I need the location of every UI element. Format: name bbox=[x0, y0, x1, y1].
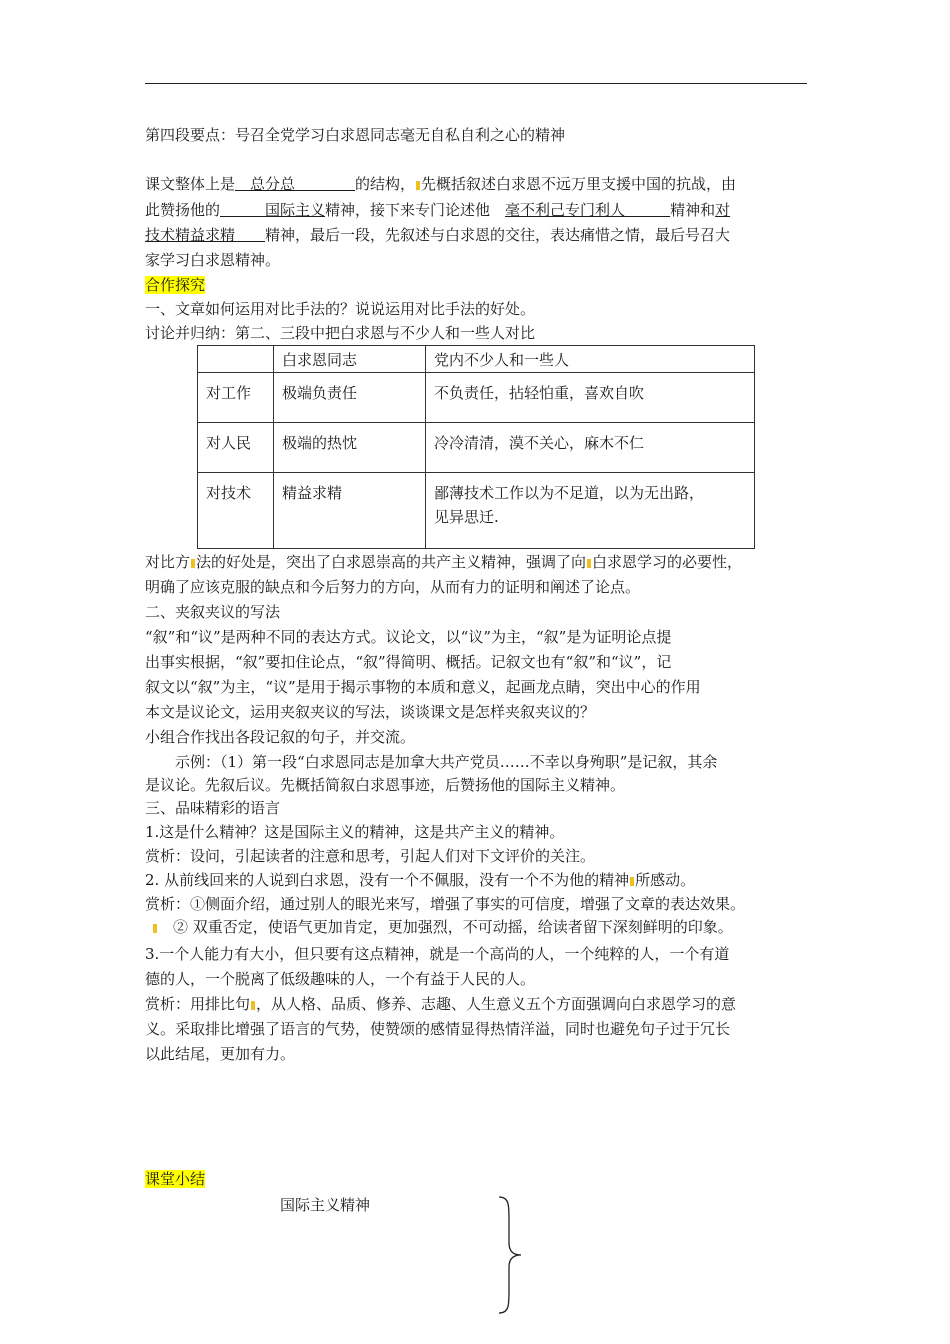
appreciation-3b: 义。采取排比增强了语言的气势，使赞颂的感情显得热情洋溢，同时也避免句子过于冗长 bbox=[145, 1020, 731, 1038]
narration-line: 出事实根据，“叙”要扣住论点，“叙”得简明、概括。记叙文也有“叙”和“议”，记 bbox=[145, 653, 672, 671]
structure-line-3: 技术精益求精 精神，最后一段，先叙述与白求恩的交往，表达痛惜之情，最后号召大 bbox=[145, 226, 731, 244]
appreciation-3c: 以此结尾，更加有力。 bbox=[145, 1045, 296, 1063]
narration-line: “叙”和“议”是两种不同的表达方式。议论文，以“议”为主，“叙”是为证明论点提 bbox=[145, 628, 672, 646]
table-header-cell bbox=[198, 346, 274, 373]
summary-item: 国际主义精神 bbox=[280, 1196, 371, 1214]
marker-icon bbox=[191, 559, 195, 568]
summary-heading: 课堂小结 bbox=[145, 1170, 206, 1188]
table-header-row bbox=[198, 346, 755, 373]
blank-selfless: 毫不利己专门利人 bbox=[505, 201, 671, 219]
benefit-line-1: 对比方 法的好处是，突出了白求恩崇高的共产主义精神，强调了向 白求恩学习的必要性， bbox=[145, 553, 743, 571]
marker-icon bbox=[630, 877, 634, 886]
marker-icon bbox=[251, 1001, 255, 1010]
table-row bbox=[198, 423, 755, 473]
table-cell-others: 不负责任，拈轻怕重，喜欢自吹 bbox=[426, 373, 755, 423]
structure-line-1: 课文整体上是 总分总 的结构， 先概括叙述白求恩不远万里支援中国的抗战，由 bbox=[145, 175, 737, 193]
benefit-line-2: 明确了应该克服的缺点和今后努力的方向，从而有力的证明和阐述了论点。 bbox=[145, 578, 641, 596]
appreciation-3a: 赏析：用排比句 ，从人格、品质、修养、志趣、人生意义五个方面强调向白求恩学习的意 bbox=[145, 995, 737, 1013]
section4-summary: 第四段要点：号召全党学习白求恩同志毫无自私自利之心的精神 bbox=[145, 126, 566, 144]
table-header-cell: 党内不少人和一些人 bbox=[426, 346, 755, 373]
appreciation-1: 赏析：设问，引起读者的注意和思考，引起人们对下文评价的关注。 bbox=[145, 847, 596, 865]
blank-internationalism: 国际主义 bbox=[220, 201, 326, 219]
table-cell-others: 冷冷清清，漠不关心，麻木不仁 bbox=[426, 423, 755, 473]
structure-line-2: 此赞扬他的 国际主义精神，接下来专门论述他 毫不利己专门利人 精神和对 bbox=[145, 201, 731, 219]
question-1-intro: 讨论并归纳：第二、三段中把白求恩与不少人和一些人对比 bbox=[145, 324, 536, 342]
sentence-1: 1.这是什么精神？这是国际主义的精神，这是共产主义的精神。 bbox=[145, 823, 565, 841]
table-cell-others: 鄙薄技术工作以为不足道，以为无出路， 见异思迁. bbox=[426, 473, 755, 549]
sentence-2: 2. 从前线回来的人说到白求恩，没有一个不佩服，没有一个不为他的精神 所感动。 bbox=[145, 871, 696, 889]
question-2: 二、夹叙夹议的写法 bbox=[145, 603, 281, 621]
blank-technique: 技术精益求精 bbox=[145, 226, 266, 244]
comparison-table bbox=[197, 345, 755, 549]
blank-technique-start: 对 bbox=[715, 201, 731, 219]
table-row bbox=[198, 373, 755, 423]
header-rule bbox=[145, 83, 807, 84]
sentence-3a: 3.一个人能力有大小，但只要有这点精神，就是一个高尚的人，一个纯粹的人，一个有道 bbox=[145, 945, 730, 963]
narration-line: 叙文以“叙”为主，“议”是用于揭示事物的本质和意义，起画龙点睛，突出中心的作用 bbox=[145, 678, 701, 696]
narration-line: 本文是议论文，运用夹叙夹议的写法，谈谈课文是怎样夹叙夹议的？ bbox=[145, 703, 596, 721]
blank-structure: 总分总 bbox=[235, 175, 356, 193]
table-header-cell: 白求恩同志 bbox=[274, 346, 426, 373]
appreciation-2b: ② 双重否定，使语气更加肯定，更加强烈，不可动摇，给读者留下深刻鲜明的印象。 bbox=[145, 918, 733, 936]
table-cell-aspect: 对技术 bbox=[198, 473, 274, 549]
marker-icon bbox=[587, 559, 591, 568]
sentence-3b: 德的人，一个脱离了低级趣味的人，一个有益于人民的人。 bbox=[145, 970, 536, 988]
example-line: 是议论。先叙后议。先概括简叙白求恩事迹，后赞扬他的国际主义精神。 bbox=[145, 776, 626, 794]
marker-icon bbox=[416, 181, 420, 190]
example-line: 示例：（1）第一段“白求恩同志是加拿大共产党员……不幸以身殉职”是记叙，其余 bbox=[145, 753, 718, 771]
table-row bbox=[198, 473, 755, 549]
question-1: 一、文章如何运用对比手法的？说说运用对比手法的好处。 bbox=[145, 300, 536, 318]
table-cell-bethune: 极端负责任 bbox=[274, 373, 426, 423]
question-3: 三、品味精彩的语言 bbox=[145, 799, 281, 817]
table-cell-aspect: 对工作 bbox=[198, 373, 274, 423]
curly-brace-icon bbox=[495, 1195, 525, 1315]
table-cell-bethune: 极端的热忱 bbox=[274, 423, 426, 473]
table-cell-bethune: 精益求精 bbox=[274, 473, 426, 549]
marker-icon bbox=[153, 924, 157, 933]
structure-line-4: 家学习白求恩精神。 bbox=[145, 251, 281, 269]
coop-heading: 合作探究 bbox=[145, 276, 206, 294]
appreciation-2a: 赏析：①侧面介绍，通过别人的眼光来写，增强了事实的可信度，增强了文章的表达效果。 bbox=[145, 895, 746, 913]
narration-line: 小组合作找出各段记叙的句子，并交流。 bbox=[145, 728, 416, 746]
table-cell-aspect: 对人民 bbox=[198, 423, 274, 473]
